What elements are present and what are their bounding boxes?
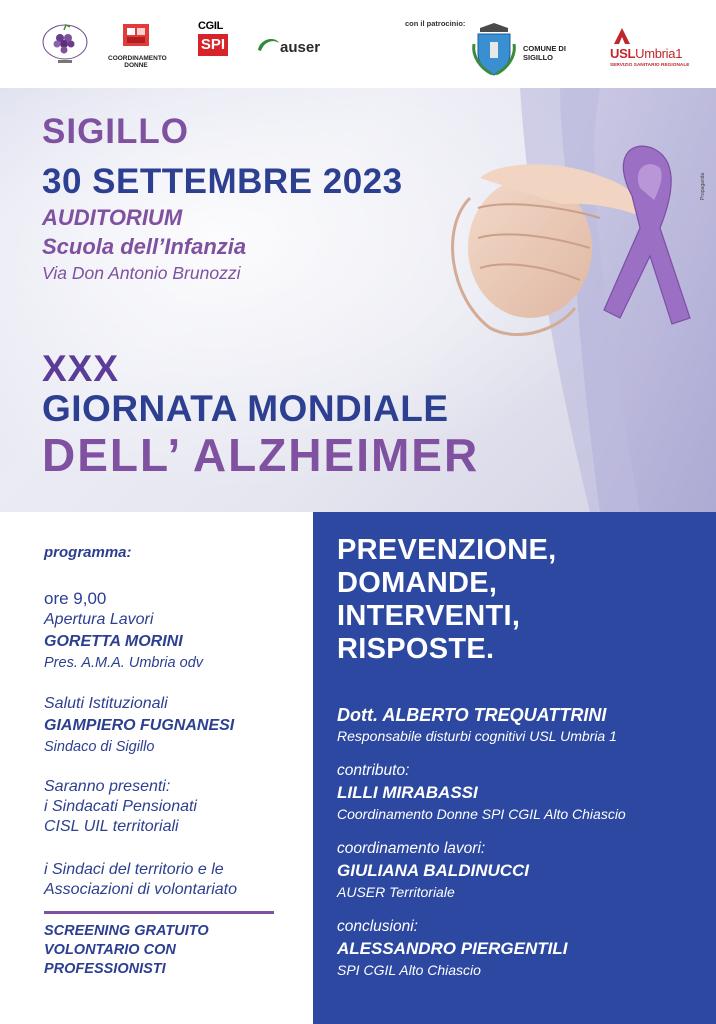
edition-number: XXX bbox=[42, 348, 120, 389]
program-opening: Apertura Lavori bbox=[44, 611, 154, 628]
usl-mark-icon bbox=[612, 26, 632, 46]
concl-label: conclusioni: bbox=[337, 918, 418, 935]
program-present-2: CISL UIL territoriali bbox=[44, 818, 179, 835]
program-mayors-1: i Sindaci del territorio e le bbox=[44, 861, 224, 878]
event-title-line2: DELL’ ALZHEIMER bbox=[42, 429, 480, 481]
grapes-icon bbox=[40, 22, 90, 66]
program-present: Saranno presenti: bbox=[44, 778, 171, 795]
comune-label bbox=[523, 44, 571, 62]
cgil-spi-logo bbox=[198, 20, 230, 66]
hero-banner bbox=[0, 88, 716, 512]
auser-text: auser bbox=[280, 39, 321, 56]
program-greetings: Saluti Istituzionali bbox=[44, 695, 168, 712]
program-greetings-name: GIAMPIERO FUGNANESI bbox=[44, 717, 235, 734]
comune-text: COMUNE DI SIGILLO bbox=[523, 44, 566, 62]
patrocinio-label: con il patrocinio: bbox=[405, 19, 466, 28]
coord-name: GIULIANA BALDINUCCI bbox=[337, 861, 530, 880]
event-date: 30 SETTEMBRE 2023 bbox=[42, 162, 403, 201]
coord-label: coordinamento lavori: bbox=[337, 840, 486, 857]
program-greetings-role: Sindaco di Sigillo bbox=[44, 739, 155, 755]
program-opening-role: Pres. A.M.A. Umbria odv bbox=[44, 655, 204, 671]
auser-swoosh-icon bbox=[256, 34, 282, 58]
coordinamento-mark-icon bbox=[121, 22, 151, 48]
event-town: SIGILLO bbox=[42, 112, 189, 151]
contrib-name: LILLI MIRABASSI bbox=[337, 783, 478, 802]
program-present-1: i Sindacati Pensionati bbox=[44, 798, 197, 815]
screening-line3: PROFESSIONISTI bbox=[44, 961, 166, 977]
usl-umbria-logo bbox=[610, 26, 690, 72]
logo-header bbox=[0, 0, 716, 88]
program-mayors-2: Associazioni di volontariato bbox=[44, 881, 237, 898]
screening-line2: VOLONTARIO CON bbox=[44, 942, 176, 958]
coord-role: AUSER Territoriale bbox=[337, 884, 455, 900]
topics-line3: INTERVENTI, bbox=[337, 600, 521, 632]
topics-panel bbox=[313, 512, 716, 1024]
sigillo-coat-of-arms bbox=[470, 20, 518, 78]
speaker-role: Responsabile disturbi cognitivi USL Umbria 1 bbox=[337, 728, 617, 744]
coordinamento-label: COORDINAMENTO DONNE bbox=[108, 55, 167, 69]
event-street: Via Don Antonio Brunozzi bbox=[42, 263, 241, 283]
ama-logo bbox=[40, 22, 90, 66]
program-opening-name: GORETTA MORINI bbox=[44, 633, 183, 650]
contrib-label: contributo: bbox=[337, 762, 410, 779]
event-venue: AUDITORIUM bbox=[42, 205, 183, 230]
topics-line2: DOMANDE, bbox=[337, 567, 498, 599]
program-divider bbox=[44, 911, 274, 914]
usl-text-a: USL bbox=[610, 46, 636, 61]
auser-logo bbox=[256, 34, 326, 60]
usl-text bbox=[610, 46, 682, 61]
cgil-text: CGIL bbox=[198, 20, 224, 32]
topics-line4: RISPOSTE. bbox=[337, 633, 495, 665]
concl-name: ALESSANDRO PIERGENTILI bbox=[337, 939, 568, 958]
event-title-line1: GIORNATA MONDIALE bbox=[42, 388, 449, 429]
screening-line1: SCREENING GRATUITO bbox=[44, 923, 209, 939]
program-time: ore 9,00 bbox=[44, 589, 107, 608]
event-school: Scuola dell’Infanzia bbox=[42, 234, 247, 259]
program-column bbox=[0, 512, 313, 1024]
topics-line1: PREVENZIONE, bbox=[337, 534, 557, 566]
speaker-name: Dott. ALBERTO TREQUATTRINI bbox=[337, 705, 607, 725]
program-label: programma: bbox=[44, 544, 132, 561]
photo-credit: Propaganda bbox=[700, 172, 706, 200]
spi-text: SPI bbox=[198, 34, 228, 56]
coordinamento-donne-logo bbox=[108, 22, 167, 69]
contrib-role: Coordinamento Donne SPI CGIL Alto Chiascio bbox=[337, 806, 626, 822]
usl-text-b: Umbria1 bbox=[635, 46, 683, 61]
usl-subtitle: SERVIZIO SANITARIO REGIONALE bbox=[610, 63, 690, 68]
concl-role: SPI CGIL Alto Chiascio bbox=[337, 962, 481, 978]
coat-of-arms-icon bbox=[470, 20, 518, 78]
